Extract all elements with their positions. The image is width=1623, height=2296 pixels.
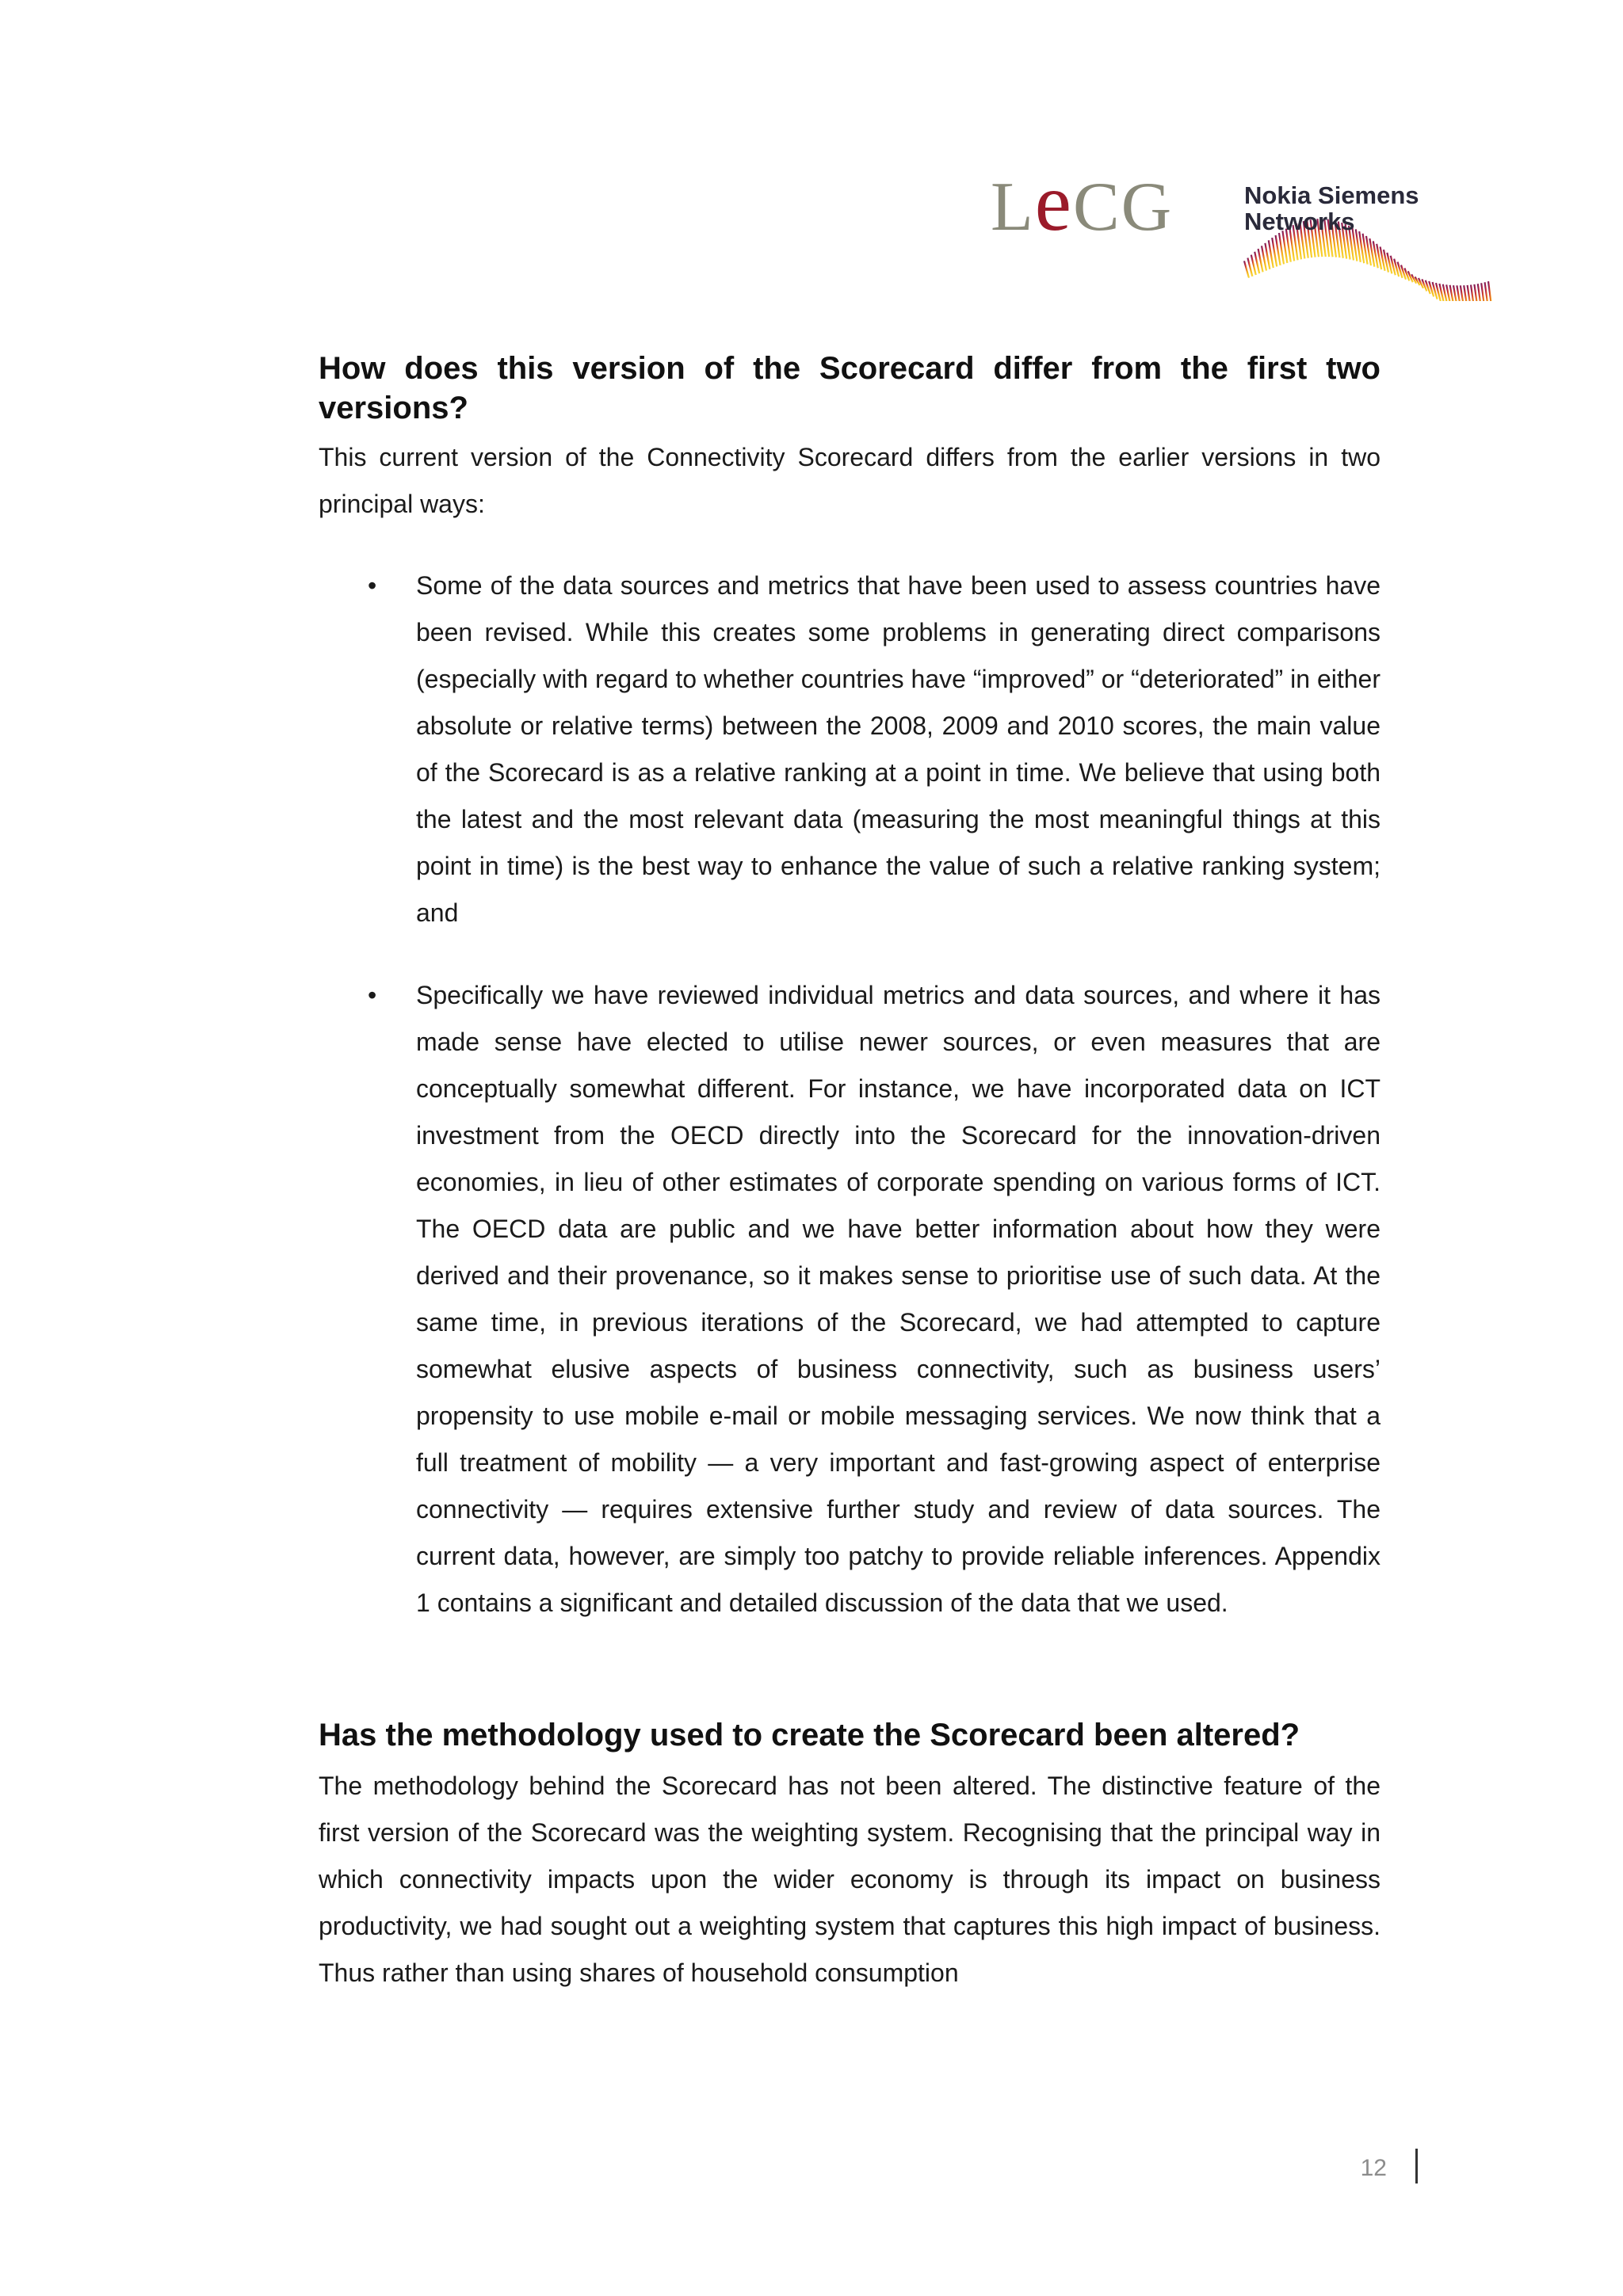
list-item (319, 972, 1381, 1627)
nsn-logo-line1: Nokia Siemens (1244, 181, 1419, 209)
list-item (319, 563, 1381, 936)
methodology-paragraph: The methodology behind the Scorecard has not been altered. The distinctive feature of the first version of the Scorecard was the weighting system. Recognising that the principal way in which connectivity impacts upon the wider economy is through its impact on business productivity, we had sought out a weighting system that captures this high impact of business. Thus rather than using shares of household consumption (319, 1772, 1381, 1987)
header-logos (991, 158, 1498, 301)
bullet-icon: • (368, 981, 377, 1009)
bullet-text: Specifically we have reviewed individual metrics and data sources, and where it has made sense have elected to utilise newer sources, or even measures that are conceptually somewhat different. For instance, we have incorporated data on ICT investment from the OECD directly into the Scorecard for the innovation-driven economies, in lieu of other estimates of corporate spending on various forms of ICT. The OECD data are public and we have better information about how they were derived and their provenance, so it makes sense to prioritise use of such data. At the same time, in previous iterations of the Scorecard, we had attempted to capture somewhat elusive aspects of business connectivity, such as business users’ propensity to use mobile e-mail or mobile messaging services. We now think that a full treatment of mobility — a very important and fast-growing aspect of enterprise connectivity — requires extensive further study and review of data sources. The current data, however, are simply too patchy to provide reliable inferences. Appendix 1 contains a significant and detailed discussion of the data that we used. (416, 981, 1381, 1617)
nsn-logo-line2: Networks (1244, 208, 1355, 235)
page-number: 12 (1360, 2155, 1387, 2181)
bullet-list (319, 563, 1381, 1662)
lecg-logo: LeCG (991, 157, 1174, 248)
section-heading-methodology: Has the methodology used to create the Scorecard been altered? (319, 1718, 1300, 1753)
intro-paragraph: This current version of the Connectivity Scorecard differs from the earlier versions in two principal ways: (319, 443, 1381, 518)
bullet-text: Some of the data sources and metrics that have been used to assess countries have been revised. While this creates some problems in generating direct comparisons (especially with regard to whether countries have “improved” or “deteriorated” in either absolute or relative terms) between the 2008, 2009 and 2010 scores, the main value of the Scorecard is as a relative ranking at a point in time. We believe that using both the latest and the most relevant data (measuring the most meaningful things at this point in time) is the best way to enhance the value of such a relative ranking system; and (416, 571, 1381, 927)
bullet-icon: • (368, 571, 377, 600)
footer-divider (1415, 2149, 1418, 2183)
nokia-siemens-networks-logo (1244, 182, 1419, 235)
section-heading-versions: How does this version of the Scorecard differ from the first two versions? (319, 351, 1381, 425)
